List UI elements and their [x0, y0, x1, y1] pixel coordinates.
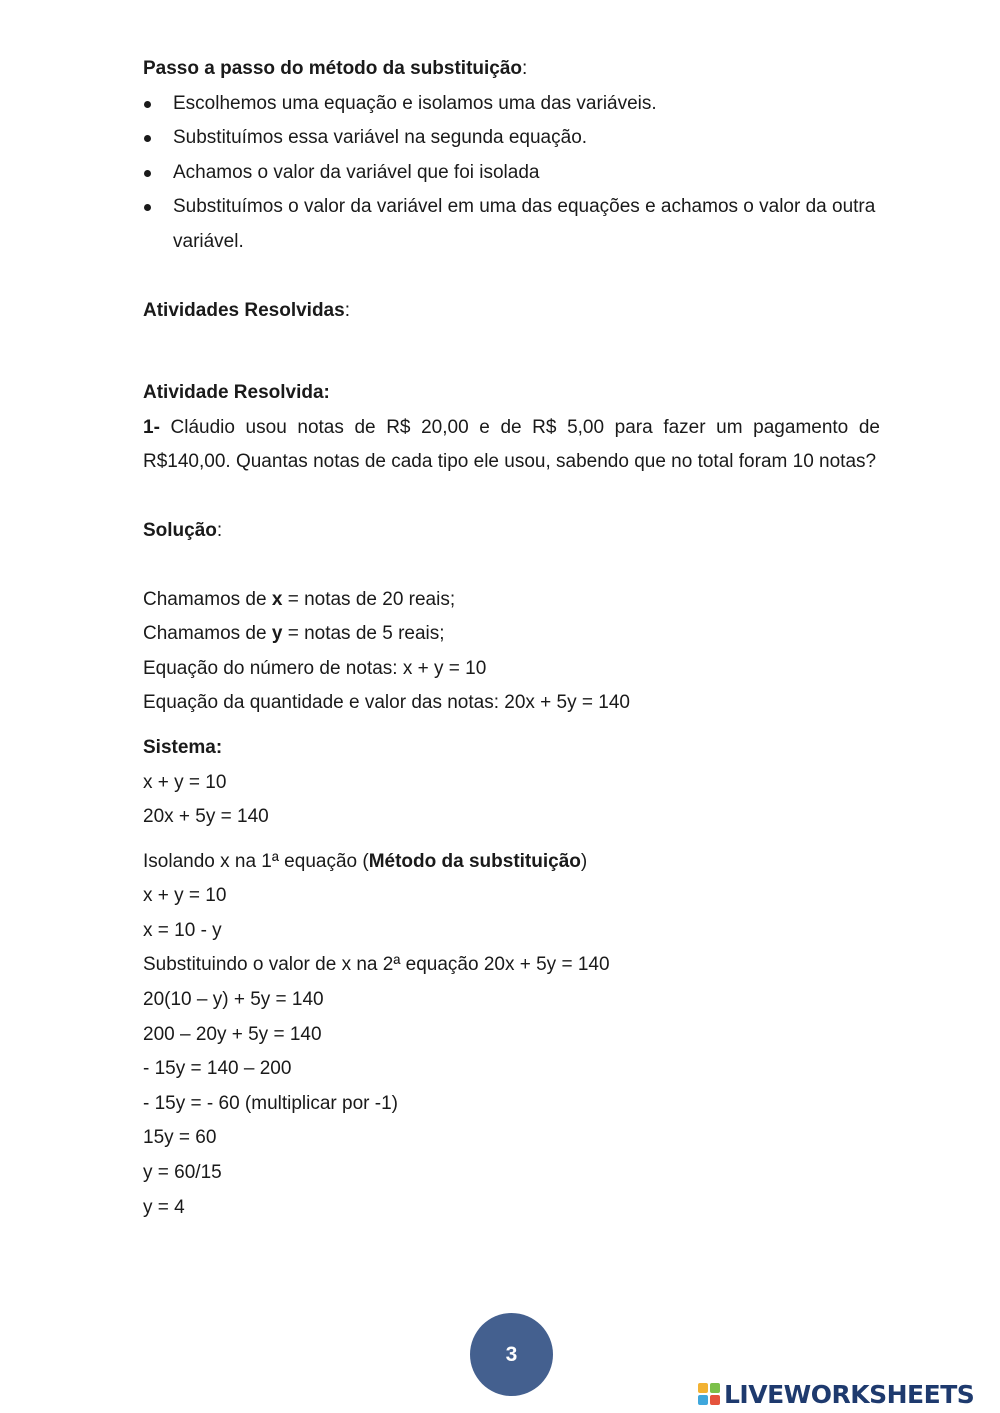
work-line: y = 60/15 [143, 1162, 222, 1184]
work-line: - 15y = - 60 (multiplicar por -1) [143, 1092, 398, 1114]
equation-count: Equação do número de notas: x + y = 10 [143, 657, 487, 679]
system-heading: Sistema: [143, 736, 223, 758]
logo-square [698, 1383, 708, 1393]
section-title: Passo a passo do método da substituição: [143, 58, 528, 79]
activity-heading: Atividade Resolvida: [143, 382, 330, 404]
work-line: Substituindo o valor de x na 2ª equação 20x + 5y = 140 [143, 954, 610, 976]
page-number: 3 [470, 1313, 553, 1396]
problem-statement: 1- Cláudio usou notas de R$ 20,00 e de R$ 5,00 para fazer um pagamento de R$140,00. Quantas notas de cada tipo ele usou, sabendo que no total foram 10 notas? [143, 416, 880, 473]
steps-list [143, 87, 880, 260]
solution-heading: Solução: [143, 519, 223, 541]
list-item: Substituímos o valor da variável em uma das equações e achamos o valor da outra variável. [143, 190, 880, 259]
resolved-heading: Atividades Resolvidas: [143, 299, 350, 321]
logo-square [710, 1395, 720, 1405]
definition-x: Chamamos de x = notas de 20 reais; [143, 588, 456, 610]
liveworksheets-logo-icon [698, 1383, 720, 1405]
logo-text: LIVEWORKSHEETS [724, 1379, 975, 1409]
list-item: Escolhemos uma equação e isolamos uma das variáveis. [143, 87, 880, 122]
work-line: 15y = 60 [143, 1127, 217, 1149]
work-line: 200 – 20y + 5y = 140 [143, 1023, 322, 1045]
liveworksheets-logo[interactable] [698, 1376, 974, 1412]
work-line: - 15y = 140 – 200 [143, 1058, 292, 1080]
work-line: x = 10 - y [143, 919, 222, 941]
work-line: x + y = 10 [143, 885, 227, 907]
logo-square [710, 1383, 720, 1393]
document-content [143, 52, 880, 1225]
logo-square [698, 1395, 708, 1405]
problem-number: 1- [143, 416, 160, 438]
list-item: Achamos o valor da variável que foi isolada [143, 156, 880, 191]
work-line: 20(10 – y) + 5y = 140 [143, 989, 324, 1011]
system-equation: x + y = 10 [143, 771, 227, 793]
isolation-intro: Isolando x na 1ª equação (Método da substituição) [143, 850, 588, 872]
definition-y: Chamamos de y = notas de 5 reais; [143, 623, 445, 645]
work-line: y = 4 [143, 1196, 185, 1218]
system-equation: 20x + 5y = 140 [143, 806, 269, 828]
list-item: Substituímos essa variável na segunda equação. [143, 121, 880, 156]
equation-value: Equação da quantidade e valor das notas: 20x + 5y = 140 [143, 692, 630, 714]
